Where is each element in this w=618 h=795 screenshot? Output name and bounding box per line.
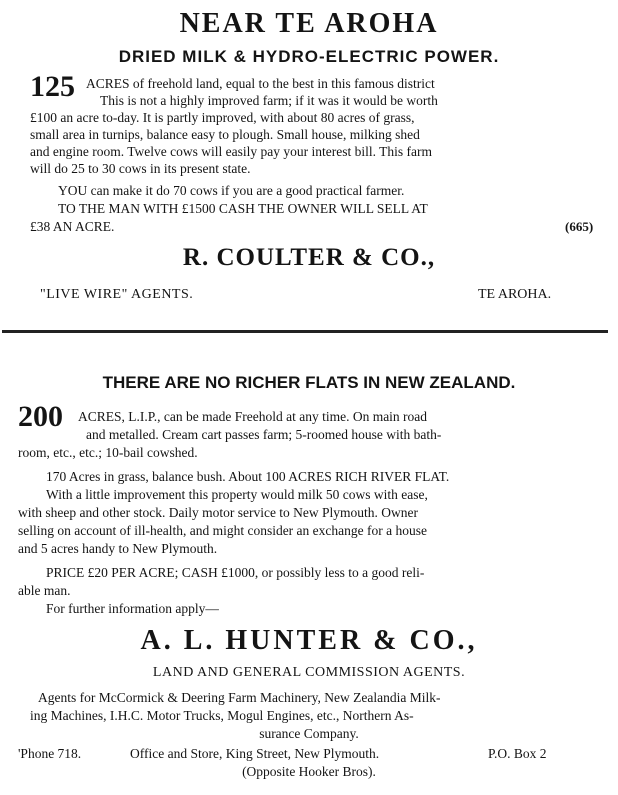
ad2-firm-name: A. L. HUNTER & CO., bbox=[140, 625, 478, 656]
ad2-agents-line2: ing Machines, I.H.C. Motor Trucks, Mogul Engines, etc., Northern As- bbox=[30, 708, 414, 723]
ad2-line10: able man. bbox=[18, 583, 71, 598]
divider-rule bbox=[2, 330, 608, 333]
ad2-acres-number: 200 bbox=[18, 400, 63, 433]
ad2-phone: 'Phone 718. bbox=[18, 746, 82, 761]
ad2-office: Office and Store, King Street, New Plymouth. bbox=[130, 746, 380, 761]
ad1-line1: ACRES of freehold land, equal to the best in this famous district bbox=[86, 76, 435, 91]
ad2-agents-line1: Agents for McCormick & Deering Farm Machinery, New Zealandia Milk- bbox=[38, 690, 441, 705]
ad2-agents-line3: surance Company. bbox=[259, 726, 359, 741]
ad1-acres-number: 125 bbox=[30, 70, 75, 103]
ad1-line4: small area in turnips, balance easy to plough. Small house, milking shed bbox=[30, 127, 420, 142]
ad1-subtitle: DRIED MILK & HYDRO-ELECTRIC POWER. bbox=[118, 47, 500, 66]
ad1-reference-number: (665) bbox=[565, 219, 594, 234]
ad1-line2: This is not a highly improved farm; if it was it would be worth bbox=[100, 93, 438, 108]
ad2-firm-subtitle: LAND AND GENERAL COMMISSION AGENTS. bbox=[152, 665, 466, 680]
ad2-title: THERE ARE NO RICHER FLATS IN NEW ZEALAND. bbox=[102, 373, 516, 392]
ad1-agents-label: "LIVE WIRE" AGENTS. bbox=[40, 287, 194, 302]
ad2-opposite: (Opposite Hooker Bros). bbox=[242, 764, 376, 779]
ad2-line5: With a little improvement this property would milk 50 cows with ease, bbox=[46, 487, 428, 502]
ad2-agents-line3-wrap bbox=[0, 726, 618, 742]
ad2-line2: and metalled. Cream cart passes farm; 5-roomed house with bath- bbox=[86, 427, 442, 442]
ad2-line8: and 5 acres handy to New Plymouth. bbox=[18, 541, 218, 556]
ad1-location: TE AROHA. bbox=[478, 287, 552, 302]
ad2-line1: ACRES, L.I.P., can be made Freehold at any time. On main road bbox=[78, 409, 428, 424]
ad1-line8: TO THE MAN WITH £1500 CASH THE OWNER WILL SELL AT bbox=[58, 201, 428, 216]
ad1-line3: £100 an acre to-day. It is partly improved, with about 80 acres of grass, bbox=[30, 110, 415, 125]
ad1-line9: £38 AN ACRE. bbox=[30, 219, 115, 234]
ad2-line7: selling on account of ill-health, and might consider an exchange for a house bbox=[18, 523, 427, 538]
ad1-title: NEAR TE AROHA bbox=[179, 8, 439, 39]
ad1-line5: and engine room. Twelve cows will easily pay your interest bill. This farm bbox=[30, 144, 432, 159]
ad2-line9: PRICE £20 PER ACRE; CASH £1000, or possibly less to a good reli- bbox=[46, 565, 425, 580]
ad2-line3: room, etc., etc.; 10-bail cowshed. bbox=[18, 445, 198, 460]
ad2-pobox: P.O. Box 2 bbox=[488, 746, 547, 761]
ad1-firm-name: R. COULTER & CO., bbox=[182, 244, 436, 271]
ad2-line6: with sheep and other stock. Daily motor service to New Plymouth. Owner bbox=[18, 505, 419, 520]
ad1-line6: will do 25 to 30 cows in its present state. bbox=[30, 161, 251, 176]
ad1-line7: YOU can make it do 70 cows if you are a good practical farmer. bbox=[58, 183, 405, 198]
ad2-line4: 170 Acres in grass, balance bush. About 100 ACRES RICH RIVER FLAT. bbox=[46, 469, 450, 484]
ad2-line11: For further information apply— bbox=[46, 601, 219, 616]
ad2-opposite-wrap bbox=[0, 764, 618, 780]
